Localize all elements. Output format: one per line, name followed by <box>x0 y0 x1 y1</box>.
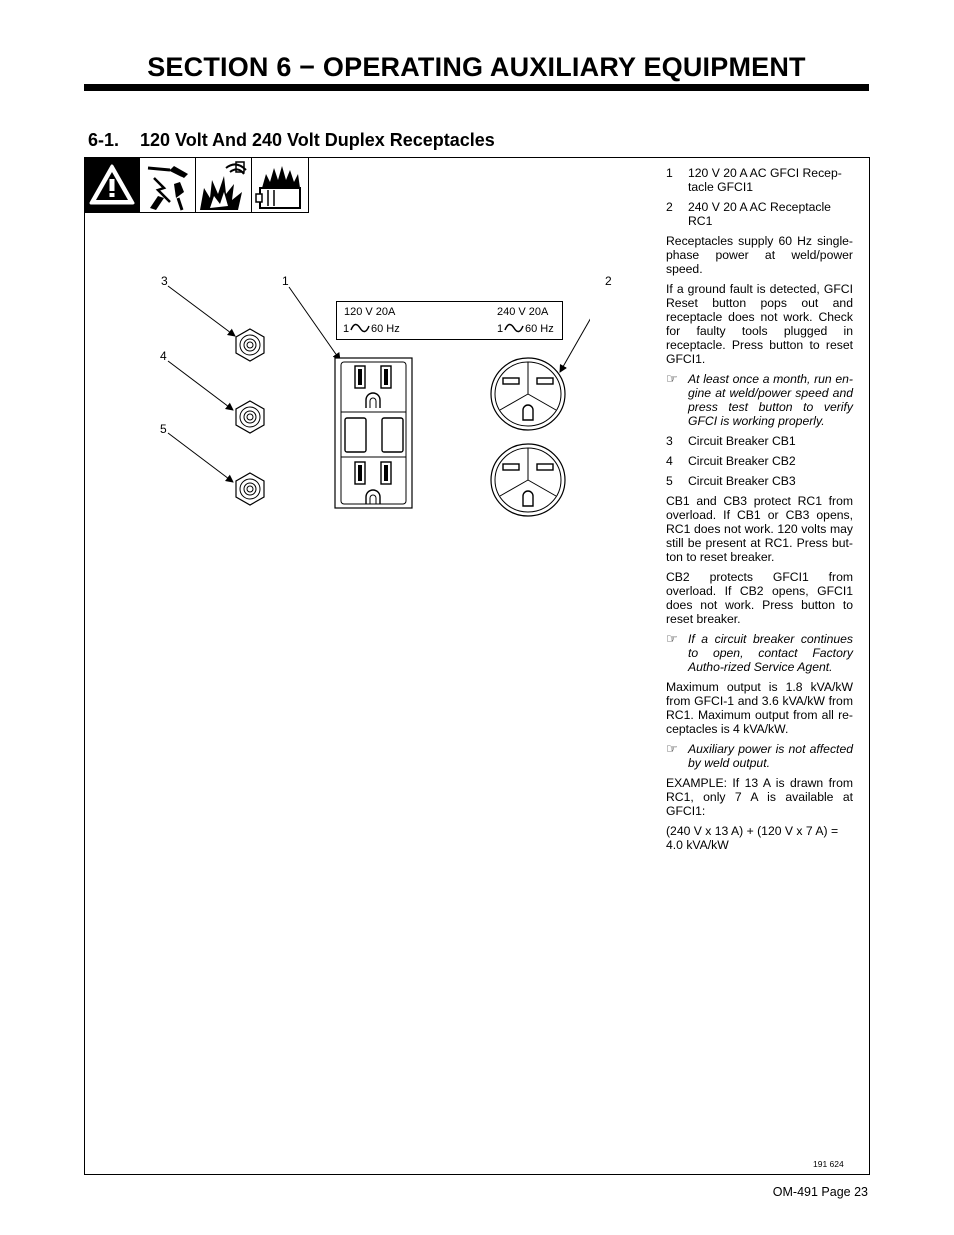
hazard-symbols <box>84 157 309 213</box>
paragraph-cb1-cb3: CB1 and CB3 protect RC1 from overload. If CB1 or CB3 opens, RC1 does not work. 120 volts may still be present at RC1. Press but-ton to reset breaker. <box>666 494 853 564</box>
circuit-breaker-cb2 <box>236 401 264 433</box>
subsection-number: 6-1. <box>88 130 120 150</box>
note-monthly-test: ☞ At least once a month, run en-gine at weld/power speed and press test button to verify GFCI is working properly. <box>666 371 853 428</box>
leader-line-1 <box>289 287 340 360</box>
leader-line-3 <box>168 286 235 336</box>
circuit-breaker-cb1 <box>236 329 264 361</box>
legend-item-1: 1 120 V 20 A AC GFCI Recep-tacle GFCI1 <box>666 166 842 194</box>
paragraph-calculation: (240 V x 13 A) + (120 V x 7 A) = 4.0 kVA/kW <box>666 824 839 852</box>
callout-4: 4 <box>160 349 167 363</box>
rc1-receptacle-bottom <box>491 444 565 516</box>
paragraph-receptacles: Receptacles supply 60 Hz single-phase power at weld/power speed. <box>666 234 853 276</box>
callout-1: 1 <box>282 274 289 288</box>
subsection-title <box>88 129 495 151</box>
explosion-fire-icon <box>195 157 252 213</box>
legend-item-4: 4 Circuit Breaker CB2 <box>666 454 796 468</box>
section-title: SECTION 6 − OPERATING AUXILIARY EQUIPMENT <box>147 52 806 82</box>
leader-line-2 <box>560 288 590 372</box>
electric-shock-icon <box>139 157 196 213</box>
page-footer: OM-491 Page 23 <box>772 1185 868 1199</box>
plate-freq-120: 60 Hz <box>371 323 400 335</box>
paragraph-cb2: CB2 protects GFCI1 from overload. If CB2 opens, GFCI1 does not work. Press button to reset breaker. <box>666 570 853 626</box>
title-rule <box>84 84 869 91</box>
pointing-hand-icon: ☞ <box>666 371 678 386</box>
plate-rating-240: 240 V 20A <box>497 306 549 318</box>
art-reference-number: 191 624 <box>813 1159 844 1169</box>
warning-triangle-icon <box>84 157 140 213</box>
callout-5: 5 <box>160 422 167 436</box>
callout-2: 2 <box>605 274 612 288</box>
plate-phase-240: 1 <box>497 323 504 335</box>
description-column <box>666 166 853 858</box>
paragraph-max-output: Maximum output is 1.8 kVA/kW from GFCI-1 and 3.6 kVA/kW from RC1. Maximum output from all re-ceptacles is 4 kVA/kW. <box>666 680 853 736</box>
pointing-hand-icon: ☞ <box>666 741 678 756</box>
engine-fire-icon <box>251 157 309 213</box>
legend-item-5: 5 Circuit Breaker CB3 <box>666 474 796 488</box>
receptacle-panel-diagram <box>150 265 590 525</box>
rc1-receptacle-top <box>491 358 565 430</box>
plate-rating-120: 120 V 20A <box>344 306 396 318</box>
pointing-hand-icon: ☞ <box>666 631 678 646</box>
leader-line-5 <box>168 433 233 482</box>
legend-item-3: 3 Circuit Breaker CB1 <box>666 434 796 448</box>
gfci-receptacle <box>335 358 412 508</box>
leader-line-4 <box>168 361 233 410</box>
note-breaker-opens: ☞ If a circuit breaker continues to open, contact Factory Autho-rized Service Agent. <box>666 631 853 674</box>
legend-item-2: 2 240 V 20 A AC Receptacle RC1 <box>666 200 831 228</box>
callout-3: 3 <box>161 274 168 288</box>
plate-phase-120: 1 <box>343 323 350 335</box>
paragraph-example: EXAMPLE: If 13 A is drawn from RC1, only 7 A is available at GFCI1: <box>666 776 853 818</box>
note-aux-power: ☞ Auxiliary power is not affected by weld output. <box>666 741 853 770</box>
subsection-heading: 120 Volt And 240 Volt Duplex Receptacles <box>140 130 495 150</box>
paragraph-ground-fault: If a ground fault is detected, GFCI Reset button pops out and receptacle does not work. Check for faulty tools plugged in receptacle. Press button to reset GFCI1. <box>666 282 853 366</box>
circuit-breaker-cb3 <box>236 473 264 505</box>
plate-freq-240: 60 Hz <box>525 323 554 335</box>
